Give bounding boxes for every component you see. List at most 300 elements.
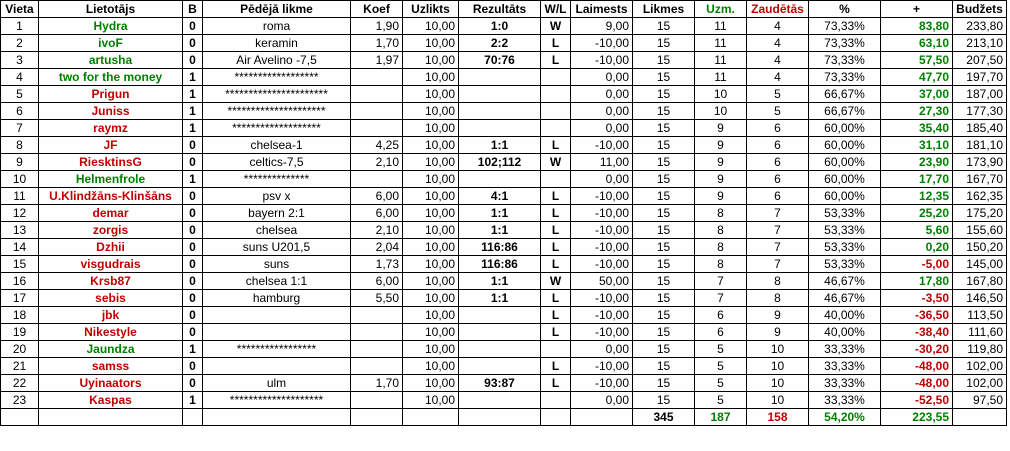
- row-user: ivoF: [39, 35, 183, 52]
- row-place: 6: [1, 103, 39, 120]
- row-last-bet: **************: [203, 171, 351, 188]
- header-plus: +: [881, 1, 953, 18]
- row-wl: L: [541, 239, 571, 256]
- row-won: 11: [695, 69, 747, 86]
- row-result: 93:87: [459, 375, 541, 392]
- row-user: raymz: [39, 120, 183, 137]
- row-won: 7: [695, 273, 747, 290]
- row-wl: [541, 341, 571, 358]
- row-budget: 233,80: [953, 18, 1007, 35]
- row-wl: L: [541, 188, 571, 205]
- row-lost: 4: [747, 69, 809, 86]
- row-lost: 7: [747, 256, 809, 273]
- row-user: two for the money: [39, 69, 183, 86]
- header-b: B: [183, 1, 203, 18]
- row-last-bet: [203, 358, 351, 375]
- header-last-bet: Pēdējā likme: [203, 1, 351, 18]
- row-winnings: 0,00: [571, 171, 633, 188]
- row-stake: 10,00: [403, 69, 459, 86]
- row-last-bet: chelsea 1:1: [203, 273, 351, 290]
- row-place: 16: [1, 273, 39, 290]
- row-winnings: -10,00: [571, 222, 633, 239]
- row-wl: L: [541, 256, 571, 273]
- row-last-bet: suns U201,5: [203, 239, 351, 256]
- row-stake: 10,00: [403, 358, 459, 375]
- row-lost: 6: [747, 188, 809, 205]
- table-row: [1, 205, 1007, 222]
- row-won: 5: [695, 392, 747, 409]
- row-won: 5: [695, 375, 747, 392]
- row-plus: -5,00: [881, 256, 953, 273]
- header-pct: %: [809, 1, 881, 18]
- row-lost: 4: [747, 35, 809, 52]
- row-koef: [351, 307, 403, 324]
- row-b-flag: 1: [183, 341, 203, 358]
- row-budget: 167,80: [953, 273, 1007, 290]
- row-b-flag: 1: [183, 103, 203, 120]
- row-place: 15: [1, 256, 39, 273]
- header-budget: Budžets: [953, 1, 1007, 18]
- row-koef: 2,04: [351, 239, 403, 256]
- row-stake: 10,00: [403, 205, 459, 222]
- row-stake: 10,00: [403, 392, 459, 409]
- row-won: 8: [695, 205, 747, 222]
- row-place: 14: [1, 239, 39, 256]
- row-result: [459, 120, 541, 137]
- row-stake: 10,00: [403, 239, 459, 256]
- row-last-bet: bayern 2:1: [203, 205, 351, 222]
- row-plus: 17,80: [881, 273, 953, 290]
- row-user: Dzhii: [39, 239, 183, 256]
- row-lost: 8: [747, 273, 809, 290]
- row-won: 8: [695, 222, 747, 239]
- row-bets: 15: [633, 52, 695, 69]
- row-koef: 4,25: [351, 137, 403, 154]
- header-won: Uzm.: [695, 1, 747, 18]
- totals-empty-vieta: [1, 409, 39, 426]
- row-result: 1:1: [459, 222, 541, 239]
- row-budget: 167,70: [953, 171, 1007, 188]
- row-wl: [541, 103, 571, 120]
- row-koef: [351, 392, 403, 409]
- row-bets: 15: [633, 18, 695, 35]
- row-budget: 97,50: [953, 392, 1007, 409]
- row-user: artusha: [39, 52, 183, 69]
- row-won: 5: [695, 358, 747, 375]
- table-row: [1, 154, 1007, 171]
- row-place: 4: [1, 69, 39, 86]
- row-lost: 6: [747, 137, 809, 154]
- row-lost: 4: [747, 52, 809, 69]
- row-b-flag: 0: [183, 324, 203, 341]
- row-result: [459, 86, 541, 103]
- row-b-flag: 0: [183, 273, 203, 290]
- row-last-bet: chelsea: [203, 222, 351, 239]
- row-place: 3: [1, 52, 39, 69]
- row-budget: 150,20: [953, 239, 1007, 256]
- row-won: 7: [695, 290, 747, 307]
- header-koef: Koef: [351, 1, 403, 18]
- row-winnings: -10,00: [571, 137, 633, 154]
- row-lost: 10: [747, 375, 809, 392]
- row-koef: 1,97: [351, 52, 403, 69]
- row-pct: 66,67%: [809, 86, 881, 103]
- row-koef: [351, 171, 403, 188]
- header-row: [1, 1, 1007, 18]
- row-b-flag: 0: [183, 188, 203, 205]
- row-last-bet: hamburg: [203, 290, 351, 307]
- row-user: Kaspas: [39, 392, 183, 409]
- row-wl: L: [541, 137, 571, 154]
- row-place: 23: [1, 392, 39, 409]
- row-result: 70:76: [459, 52, 541, 69]
- table-row: [1, 35, 1007, 52]
- row-plus: 57,50: [881, 52, 953, 69]
- row-last-bet: *****************: [203, 341, 351, 358]
- row-b-flag: 0: [183, 222, 203, 239]
- row-plus: -30,20: [881, 341, 953, 358]
- row-won: 11: [695, 18, 747, 35]
- row-b-flag: 0: [183, 375, 203, 392]
- row-wl: L: [541, 375, 571, 392]
- row-last-bet: Air Avelino -7,5: [203, 52, 351, 69]
- row-bets: 15: [633, 239, 695, 256]
- row-winnings: 0,00: [571, 103, 633, 120]
- row-last-bet: *******************: [203, 120, 351, 137]
- row-lost: 10: [747, 341, 809, 358]
- row-user: Juniss: [39, 103, 183, 120]
- row-koef: 1,90: [351, 18, 403, 35]
- row-pct: 73,33%: [809, 69, 881, 86]
- row-user: Nikestyle: [39, 324, 183, 341]
- row-stake: 10,00: [403, 188, 459, 205]
- row-won: 11: [695, 52, 747, 69]
- row-b-flag: 0: [183, 307, 203, 324]
- row-wl: [541, 392, 571, 409]
- table-row: [1, 256, 1007, 273]
- row-last-bet: ********************: [203, 392, 351, 409]
- row-budget: 102,00: [953, 358, 1007, 375]
- row-budget: 177,30: [953, 103, 1007, 120]
- row-lost: 8: [747, 290, 809, 307]
- row-last-bet: **********************: [203, 86, 351, 103]
- header-stake: Uzlikts: [403, 1, 459, 18]
- row-koef: 1,70: [351, 35, 403, 52]
- row-result: [459, 358, 541, 375]
- row-bets: 15: [633, 358, 695, 375]
- row-plus: 37,00: [881, 86, 953, 103]
- row-plus: 0,20: [881, 239, 953, 256]
- row-result: 102;112: [459, 154, 541, 171]
- row-wl: L: [541, 307, 571, 324]
- row-won: 8: [695, 256, 747, 273]
- row-bets: 15: [633, 392, 695, 409]
- row-last-bet: keramin: [203, 35, 351, 52]
- row-koef: 6,00: [351, 273, 403, 290]
- row-bets: 15: [633, 290, 695, 307]
- totals-bets: 345: [633, 409, 695, 426]
- row-wl: [541, 120, 571, 137]
- row-b-flag: 0: [183, 358, 203, 375]
- row-budget: 162,35: [953, 188, 1007, 205]
- row-bets: 15: [633, 69, 695, 86]
- row-wl: W: [541, 154, 571, 171]
- row-winnings: 0,00: [571, 392, 633, 409]
- row-won: 6: [695, 324, 747, 341]
- row-bets: 15: [633, 103, 695, 120]
- row-result: [459, 324, 541, 341]
- header-wl: W/L: [541, 1, 571, 18]
- row-place: 8: [1, 137, 39, 154]
- row-pct: 66,67%: [809, 103, 881, 120]
- row-last-bet: chelsea-1: [203, 137, 351, 154]
- row-pct: 60,00%: [809, 120, 881, 137]
- row-place: 5: [1, 86, 39, 103]
- row-koef: 6,00: [351, 188, 403, 205]
- row-stake: 10,00: [403, 52, 459, 69]
- header-vieta: Vieta: [1, 1, 39, 18]
- row-plus: 12,35: [881, 188, 953, 205]
- row-b-flag: 1: [183, 120, 203, 137]
- row-bets: 15: [633, 35, 695, 52]
- table-row: [1, 18, 1007, 35]
- row-budget: 155,60: [953, 222, 1007, 239]
- row-user: samss: [39, 358, 183, 375]
- row-place: 9: [1, 154, 39, 171]
- header-user: Lietotājs: [39, 1, 183, 18]
- row-stake: 10,00: [403, 35, 459, 52]
- totals-empty-last-bet: [203, 409, 351, 426]
- row-won: 6: [695, 307, 747, 324]
- totals-won: 187: [695, 409, 747, 426]
- row-pct: 53,33%: [809, 205, 881, 222]
- header-lost: Zaudētās: [747, 1, 809, 18]
- row-koef: [351, 120, 403, 137]
- row-place: 22: [1, 375, 39, 392]
- totals-empty-winnings: [571, 409, 633, 426]
- row-bets: 15: [633, 86, 695, 103]
- table-row: [1, 171, 1007, 188]
- row-winnings: -10,00: [571, 307, 633, 324]
- row-plus: -48,00: [881, 358, 953, 375]
- row-result: 1:1: [459, 273, 541, 290]
- row-plus: 35,40: [881, 120, 953, 137]
- row-bets: 15: [633, 273, 695, 290]
- row-budget: 187,00: [953, 86, 1007, 103]
- row-user: Helmenfrole: [39, 171, 183, 188]
- table-row: [1, 52, 1007, 69]
- row-koef: [351, 69, 403, 86]
- totals-empty-budget: [953, 409, 1007, 426]
- row-wl: L: [541, 358, 571, 375]
- row-plus: 5,60: [881, 222, 953, 239]
- row-lost: 10: [747, 392, 809, 409]
- row-plus: 27,30: [881, 103, 953, 120]
- row-bets: 15: [633, 222, 695, 239]
- row-stake: 10,00: [403, 324, 459, 341]
- totals-empty-koef: [351, 409, 403, 426]
- row-b-flag: 0: [183, 290, 203, 307]
- table-body: [1, 18, 1007, 409]
- table-row: [1, 307, 1007, 324]
- totals-empty-user: [39, 409, 183, 426]
- row-pct: 40,00%: [809, 324, 881, 341]
- row-wl: [541, 171, 571, 188]
- row-plus: 83,80: [881, 18, 953, 35]
- row-stake: 10,00: [403, 222, 459, 239]
- row-koef: 2,10: [351, 154, 403, 171]
- header-bets: Likmes: [633, 1, 695, 18]
- row-winnings: 0,00: [571, 86, 633, 103]
- table-row: [1, 290, 1007, 307]
- row-bets: 15: [633, 205, 695, 222]
- row-koef: 6,00: [351, 205, 403, 222]
- row-bets: 15: [633, 341, 695, 358]
- row-pct: 73,33%: [809, 18, 881, 35]
- totals-empty-b: [183, 409, 203, 426]
- row-b-flag: 0: [183, 52, 203, 69]
- row-budget: 175,20: [953, 205, 1007, 222]
- row-won: 8: [695, 239, 747, 256]
- row-budget: 102,00: [953, 375, 1007, 392]
- row-result: [459, 341, 541, 358]
- row-stake: 10,00: [403, 273, 459, 290]
- row-b-flag: 0: [183, 137, 203, 154]
- row-wl: L: [541, 222, 571, 239]
- row-pct: 73,33%: [809, 52, 881, 69]
- table-row: [1, 103, 1007, 120]
- row-user: jbk: [39, 307, 183, 324]
- table-row: [1, 137, 1007, 154]
- row-place: 17: [1, 290, 39, 307]
- row-wl: L: [541, 290, 571, 307]
- row-budget: 119,80: [953, 341, 1007, 358]
- row-result: [459, 307, 541, 324]
- table-row: [1, 358, 1007, 375]
- table-row: [1, 69, 1007, 86]
- row-winnings: -10,00: [571, 52, 633, 69]
- row-budget: 146,50: [953, 290, 1007, 307]
- table-row: [1, 392, 1007, 409]
- row-place: 20: [1, 341, 39, 358]
- row-result: [459, 392, 541, 409]
- row-pct: 60,00%: [809, 154, 881, 171]
- row-lost: 7: [747, 205, 809, 222]
- table-row: [1, 341, 1007, 358]
- row-user: Uyinaators: [39, 375, 183, 392]
- row-bets: 15: [633, 256, 695, 273]
- row-budget: 185,40: [953, 120, 1007, 137]
- row-winnings: -10,00: [571, 188, 633, 205]
- row-result: 4:1: [459, 188, 541, 205]
- row-budget: 145,00: [953, 256, 1007, 273]
- row-result: [459, 171, 541, 188]
- row-bets: 15: [633, 307, 695, 324]
- row-b-flag: 1: [183, 69, 203, 86]
- row-last-bet: ulm: [203, 375, 351, 392]
- header-winnings: Laimests: [571, 1, 633, 18]
- row-result: 1:1: [459, 137, 541, 154]
- row-result: 1:1: [459, 205, 541, 222]
- row-last-bet: ******************: [203, 69, 351, 86]
- row-plus: -36,50: [881, 307, 953, 324]
- row-won: 9: [695, 120, 747, 137]
- row-plus: 63,10: [881, 35, 953, 52]
- row-user: U.Klindžāns-Klinšāns: [39, 188, 183, 205]
- row-budget: 111,60: [953, 324, 1007, 341]
- row-last-bet: [203, 307, 351, 324]
- totals-empty-result: [459, 409, 541, 426]
- row-koef: 1,73: [351, 256, 403, 273]
- row-place: 13: [1, 222, 39, 239]
- row-last-bet: psv x: [203, 188, 351, 205]
- row-winnings: 9,00: [571, 18, 633, 35]
- row-koef: [351, 358, 403, 375]
- row-budget: 213,10: [953, 35, 1007, 52]
- row-lost: 7: [747, 239, 809, 256]
- row-winnings: 50,00: [571, 273, 633, 290]
- totals-row: [1, 409, 1007, 426]
- totals-pct: 54,20%: [809, 409, 881, 426]
- row-user: RiesktinsG: [39, 154, 183, 171]
- row-winnings: -10,00: [571, 375, 633, 392]
- table-row: [1, 120, 1007, 137]
- row-stake: 10,00: [403, 154, 459, 171]
- row-plus: 17,70: [881, 171, 953, 188]
- row-wl: W: [541, 18, 571, 35]
- row-plus: -52,50: [881, 392, 953, 409]
- row-won: 10: [695, 103, 747, 120]
- row-budget: 207,50: [953, 52, 1007, 69]
- row-koef: [351, 86, 403, 103]
- row-bets: 15: [633, 120, 695, 137]
- row-koef: 2,10: [351, 222, 403, 239]
- row-bets: 15: [633, 154, 695, 171]
- row-winnings: 0,00: [571, 341, 633, 358]
- row-last-bet: celtics-7,5: [203, 154, 351, 171]
- row-place: 12: [1, 205, 39, 222]
- row-budget: 181,10: [953, 137, 1007, 154]
- row-lost: 5: [747, 86, 809, 103]
- row-plus: 47,70: [881, 69, 953, 86]
- row-pct: 60,00%: [809, 137, 881, 154]
- row-lost: 10: [747, 358, 809, 375]
- row-plus: -38,40: [881, 324, 953, 341]
- row-place: 1: [1, 18, 39, 35]
- row-plus: 23,90: [881, 154, 953, 171]
- row-b-flag: 0: [183, 35, 203, 52]
- row-b-flag: 0: [183, 18, 203, 35]
- row-budget: 173,90: [953, 154, 1007, 171]
- row-place: 11: [1, 188, 39, 205]
- row-last-bet: [203, 324, 351, 341]
- table-row: [1, 188, 1007, 205]
- row-winnings: 0,00: [571, 120, 633, 137]
- row-winnings: -10,00: [571, 256, 633, 273]
- row-won: 10: [695, 86, 747, 103]
- row-winnings: -10,00: [571, 205, 633, 222]
- row-user: sebis: [39, 290, 183, 307]
- row-stake: 10,00: [403, 137, 459, 154]
- row-stake: 10,00: [403, 171, 459, 188]
- row-result: 2:2: [459, 35, 541, 52]
- row-pct: 33,33%: [809, 375, 881, 392]
- table-row: [1, 273, 1007, 290]
- row-stake: 10,00: [403, 256, 459, 273]
- row-b-flag: 1: [183, 86, 203, 103]
- row-wl: L: [541, 35, 571, 52]
- row-place: 21: [1, 358, 39, 375]
